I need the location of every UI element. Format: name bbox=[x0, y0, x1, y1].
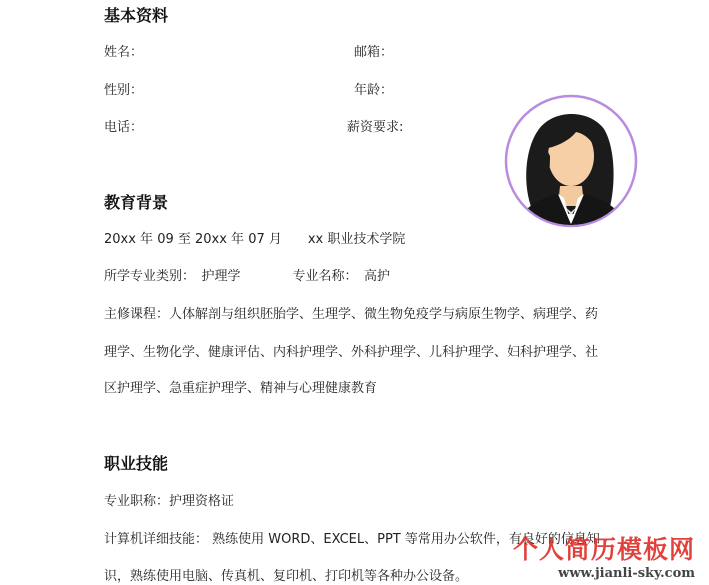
skills-computer-line-1: 计算机详细技能： 熟练使用 WORD、EXCEL、PPT 等常用办公软件，有良好的信息知 bbox=[104, 532, 600, 547]
education-title: 教育背景 bbox=[104, 193, 169, 212]
skills-computer-line-2: 识，熟练使用电脑、传真机、复印机、打印机等各种办公设备。 bbox=[104, 569, 469, 584]
skills-professional-title: 专业职称：护理资格证 bbox=[104, 494, 235, 509]
phone-label: 电话： bbox=[104, 120, 144, 135]
salary-label: 薪资要求: bbox=[347, 120, 404, 135]
basic-info-title: 基本资料 bbox=[104, 6, 169, 25]
female-avatar-icon bbox=[504, 94, 638, 228]
watermark-text: 个人简历模板网 bbox=[512, 535, 695, 564]
name-label: 姓名： bbox=[104, 45, 144, 60]
education-courses-line-3: 区护理学、急重症护理学、精神与心理健康教育 bbox=[104, 381, 378, 396]
watermark bbox=[513, 530, 695, 581]
education-period-school: 20xx 年 09 至 20xx 年 07 月 xx 职业技术学院 bbox=[104, 232, 406, 247]
email-label: 邮箱： bbox=[354, 45, 394, 60]
education-major: 所学专业类别： 护理学 专业名称： 高护 bbox=[104, 269, 391, 284]
watermark-url: www.jianli-sky.com bbox=[558, 566, 695, 581]
education-courses-line-2: 理学、生物化学、健康评估、内科护理学、外科护理学、儿科护理学、妇科护理学、社 bbox=[104, 345, 599, 360]
avatar bbox=[504, 94, 638, 228]
age-label: 年龄： bbox=[354, 83, 394, 98]
skills-title: 职业技能 bbox=[104, 454, 169, 473]
education-courses-line-1: 主修课程：人体解剖与组织胚胎学、生理学、微生物免疫学与病原生物学、病理学、药 bbox=[104, 307, 599, 322]
gender-label: 性别： bbox=[104, 83, 144, 98]
